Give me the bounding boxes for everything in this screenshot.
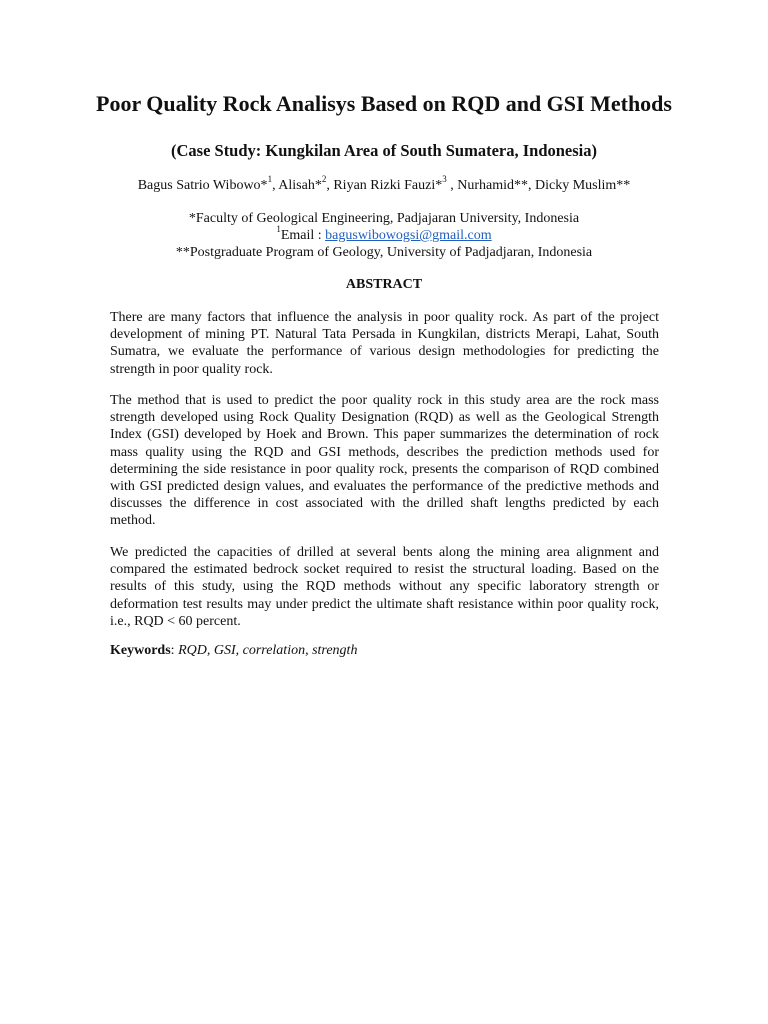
author-2: , Alisah* — [272, 178, 322, 193]
author-2-superscript: 2 — [321, 174, 327, 185]
author-3-superscript: 3 — [442, 174, 447, 185]
keywords-line — [110, 642, 659, 659]
author-1: Bagus Satrio Wibowo* — [137, 178, 268, 193]
paper-subtitle: (Case Study: Kungkilan Area of South Sumatera, Indonesia) — [170, 141, 598, 160]
author-others: , Nurhamid**, Dicky Muslim** — [446, 178, 631, 193]
email-line — [60, 224, 708, 244]
abstract-paragraph-2: The method that is used to predict the poor quality rock in this study area are the rock mass strength developed using Rock Quality Designation (RQD) as well as the Geological Strength Index (GSI) developed by Hoek and Brown. This paper summarizes the determination of rock mass quality using the RQD and GSI methods, describes the prediction methods used for determining the side resistance in poor quality rock, presents the comparison of RQD combined with GSI predicted design values, and evaluates the performance of the predictive methods and discusses the difference in cost associated with the drilled shaft lengths predicted by each method. — [110, 393, 659, 529]
abstract-heading: ABSTRACT — [345, 277, 423, 292]
affiliation-2: **Postgraduate Program of Geology, University of Padjadjaran, Indonesia — [175, 245, 593, 260]
email-label: Email : — [280, 228, 326, 243]
keywords-label: Keywords — [110, 643, 171, 658]
affiliation-1: *Faculty of Geological Engineering, Padjajaran University, Indonesia — [188, 211, 580, 226]
author-3: , Riyan Rizki Fauzi* — [326, 178, 443, 193]
keywords-list: RQD, GSI, correlation, strength — [178, 643, 358, 658]
email-link[interactable]: baguswibowogsi@gmail.com — [325, 228, 492, 243]
abstract-paragraph-3: We predicted the capacities of drilled at several bents along the mining area alignment and compared the estimated bedrock socket required to resist the structural loading. Based on the results of this study, using the RQD methods without any specific laboratory strength or deformation test results may under predict the ultimate shaft resistance within poor quality rock, i.e., RQD < 60 percent. — [110, 545, 659, 629]
paper-title: Poor Quality Rock Analisys Based on RQD and GSI Methods — [96, 91, 672, 116]
abstract-paragraph-1: There are many factors that influence the analysis in poor quality rock. As part of the project development of mining PT. Natural Tata Persada in Kungkilan, districts Merapi, Lahat, South Sumatra, we evaluate the performance of various design methodologies for predicting the strength in poor quality rock. — [110, 310, 659, 377]
email-superscript: 1 — [276, 224, 281, 235]
author-1-superscript: 1 — [267, 174, 273, 185]
affiliations — [60, 210, 708, 261]
keywords-separator: : — [170, 643, 179, 658]
author-list — [60, 174, 708, 195]
